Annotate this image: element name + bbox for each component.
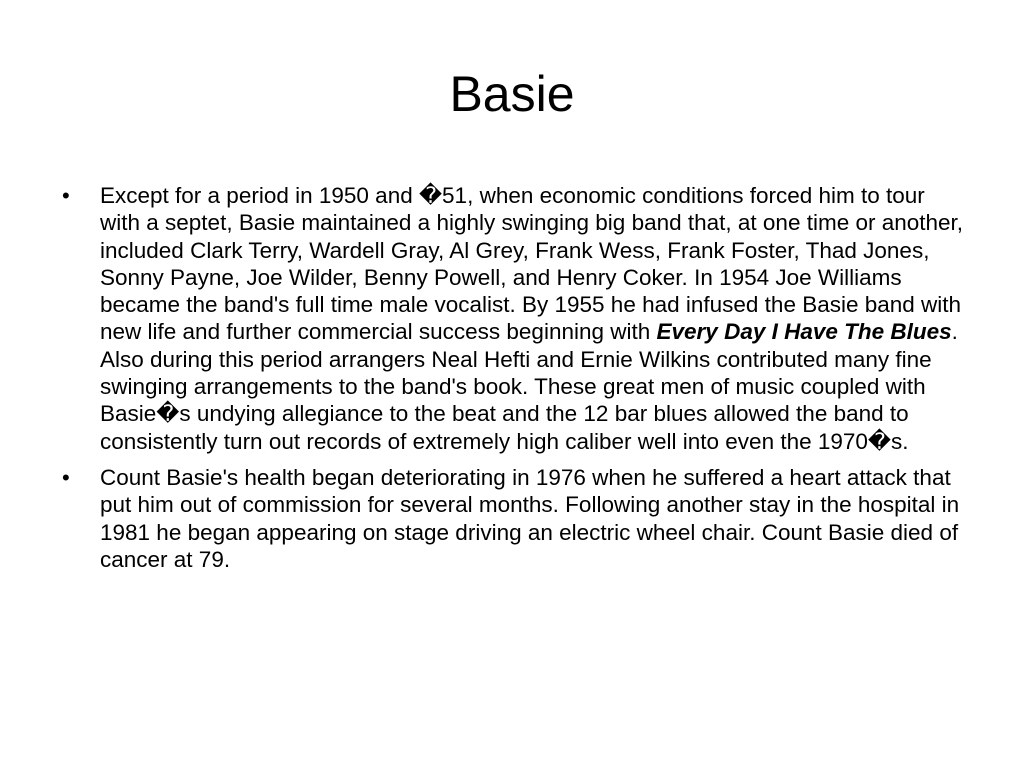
bullet-text: Count Basie's health began deteriorating in 1976 when he suffered a heart attack that put him out of commission for several months. Following another stay in the hospital in 1981 he began appearing on stage driving an electric wheel chair. Count Basie died of cancer at 79.: [100, 464, 960, 572]
song-title-emphasis: Every Day I Have The Blues: [656, 319, 952, 345]
bullet-icon: •: [62, 464, 70, 490]
bullet-item-1: [56, 182, 966, 455]
bullet-list: [56, 182, 966, 582]
slide-title: Basie: [449, 66, 575, 122]
bullet-text-part-1: Except for a period in 1950 and �51, when economic conditions forced him to tour with a septet, Basie maintained a highly swinging big band that, at one time or another, included Clark Terry, Wardell Gray, Al Grey, Frank Wess, Frank Foster, Thad Jones, Sonny Payne, Joe Wilder, Benny Powell, and Henry Coker. In 1954 Joe Williams became the band's full time male vocalist. By 1955 he had infused the Basie band with new life and further commercial success beginning with: [100, 183, 964, 345]
bullet-text-part-2: . Also during this period arrangers Neal Hefti and Ernie Wilkins contributed many fine swinging arrangements to the band's book. These great men of music coupled with Basie�s undying allegiance to the beat and the 12 bar blues allowed the band to consistently turn out records of extremely high caliber well into even the 1970�s.: [100, 319, 958, 454]
bullet-item-2: [56, 464, 966, 573]
bullet-icon: •: [62, 183, 70, 208]
